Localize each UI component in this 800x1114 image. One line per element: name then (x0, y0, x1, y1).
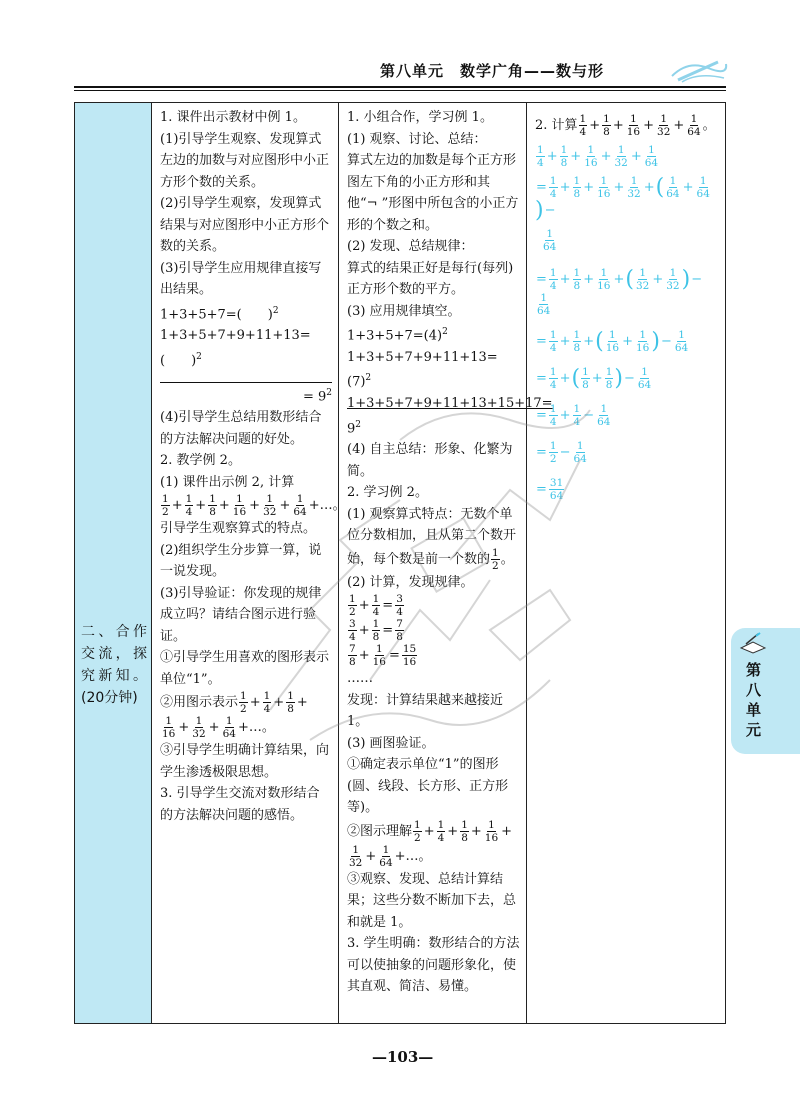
header-rule (74, 86, 726, 88)
text-line: 1. 课件出示教材中例 1。 (160, 110, 306, 125)
text-line: …… (347, 671, 373, 687)
text-line: 2. 教学例 2。 (160, 453, 241, 469)
text-line: 引导学生观察算式的特点。 (160, 521, 317, 537)
series-expression: ②用图示表示 $\frac{1}{2}$ + $\frac{1}{4}$ + $\frac{1}{8}$ + (160, 690, 308, 716)
pen-decoration-icon (668, 54, 728, 84)
text-line: (4)引导学生总结用数形结合的方法解决问题的好处。 (160, 410, 322, 447)
text-line: 发现：计算结果越来越接近 1。 (347, 692, 504, 730)
text-line: 1. 小组合作，学习例 1。 (347, 110, 493, 125)
text-line: ①引导学生用喜欢的图形表示单位“1”。 (160, 650, 330, 687)
header-rule-thin (74, 90, 726, 91)
text-line: (1) 观察、讨论、总结： (347, 131, 487, 147)
equation-line: 1+3+5+7=( )$^2$ (160, 305, 279, 322)
text-line: 3. 学生明确：数形结合的方法可以使抽象的问题形象化，使其直观、简洁、易懂。 (347, 936, 520, 995)
board-work (527, 103, 725, 502)
text-line: 算式左边的加数是每个正方形图左下角的小正方形和其他“¬ ”形图中所包含的小正方形的个数之和。 (347, 153, 519, 233)
text-line: (3) 画图验证。 (347, 735, 435, 751)
lesson-table (74, 102, 726, 1024)
text-line: (3)引导验证：你发现的规律成立吗？请结合图示进行验证。 (160, 585, 322, 644)
text-line: (4) 自主总结：形象、化繁为简。 (347, 442, 513, 479)
equation-line: $1+3+5+7+9+11+13=(7)^2$ (347, 349, 498, 390)
teacher-column (152, 103, 346, 1023)
text-line: ③观察、发现、总结计算结果；这些分数不断加下去，总和就是 1。 (347, 871, 517, 930)
text-line: 3. 引导学生交流对数形结合的方法解决问题的感悟。 (160, 786, 320, 823)
step-equation: $\frac{1}{2}$ + $\frac{1}{4}$ = $\frac{3}{4}$ (349, 593, 403, 619)
equation-line: $1+3+5+7=(4)^2$ (347, 327, 448, 344)
step-equation: $\frac{7}{8}$ + $\frac{1}{16}$ = $\frac{15}{16}$ (349, 643, 417, 669)
stage-column (75, 103, 152, 1023)
equation-line: $9^2$ (347, 419, 362, 436)
text-line: ③引导学生明确计算结果，向学生渗透极限思想。 (160, 743, 330, 780)
board-step: = $\frac{1}{4}$ + ( $\frac{1}{8}$ + $\frac{1}{8}$ ) − $\frac{1}{64}$ (536, 365, 652, 391)
board-step: = $\frac{1}{4}$ + $\frac{1}{8}$ + $\frac{1}{16}$ + ( $\frac{1}{32}$ + $\frac{1}{32}$ ) − $\frac{1}{64}$ (536, 266, 703, 317)
text-line: (2) 发现、总结规律： (347, 239, 474, 254)
equation-line: 1+3+5+7+9+11+13=( )$^2$ (160, 328, 311, 369)
board-step: = $\frac{1}{2}$ − $\frac{1}{64}$ (536, 440, 587, 465)
board-step: = $\frac{1}{4}$ + $\frac{1}{8}$ + ( $\frac{1}{16}$ + $\frac{1}{16}$ ) − $\frac{1}{64}$ (536, 328, 689, 354)
book-pen-icon (738, 632, 768, 654)
board-column (527, 103, 725, 1023)
text-line: (1) 课件出示例 2, 计算 (160, 474, 295, 490)
text-line: (1) 观察算式特点：无数个单位分数相加，且从第二个数开始，每个数是前一个数的 $\frac{1}{2}$ 。 (347, 506, 517, 572)
header-title: 第八单元 数学广角——数与形 (380, 62, 605, 80)
board-step: = $\frac{1}{4}$ + $\frac{1}{4}$ − $\frac{1}{64}$ (536, 403, 611, 428)
series-expression: $\frac{1}{16}$ + $\frac{1}{32}$ + $\frac{1}{64}$ +…。 (162, 715, 275, 741)
stage-label: 二、合作交流，探究新知。(20分钟) (81, 624, 147, 706)
board-step: $\frac{1}{64}$ (543, 228, 557, 253)
equation-line: 1+3+5+7+9+11+13+15+17= (347, 396, 553, 412)
text-line: 算式的结果正好是每行(每列)正方形个数的平方。 (347, 260, 514, 297)
step-equation: $\frac{3}{4}$ + $\frac{1}{8}$ = $\frac{7}{8}$ (349, 618, 403, 644)
text-line: 2. 学习例 2。 (347, 485, 428, 501)
teacher-activities (152, 103, 346, 826)
series-expression: $\frac{1}{32}$ + $\frac{1}{64}$ +…。 (349, 843, 432, 869)
board-step: = $\frac{31}{64}$ (536, 477, 564, 502)
side-tab-label: 第八单元 (746, 661, 762, 739)
text-line: (2) 计算，发现规律。 (347, 574, 474, 590)
text-line: (3) 应用规律填空。 (347, 303, 461, 319)
text-line: (1)引导学生观察、发现算式左边的加数与对应图形中小正方形个数的关系。 (160, 131, 330, 190)
text-line: (2)引导学生观察，发现算式结果与对应图形中小正方形个数的关系。 (160, 196, 330, 254)
page-number: —103— (372, 1048, 434, 1066)
series-expression: $\frac{1}{2}$ + $\frac{1}{4}$ + $\frac{1}{8}$ + $\frac{1}{16}$ + $\frac{1}{32}$ + $\frac{1}{64}$ +…。 (162, 493, 346, 519)
board-step: = $\frac{1}{4}$ + $\frac{1}{8}$ + $\frac{1}{16}$ + $\frac{1}{32}$ + ( $\frac{1}{64}$ + $\frac{1}{64}$ ) − (535, 174, 710, 223)
equation-line: = $9^2$ (160, 382, 332, 408)
text-line: ①确定表示单位“1”的图形(圆、线段、长方形、正方形等)。 (347, 757, 509, 816)
text-line: (2)组织学生分步算一算，说一说发现。 (160, 542, 322, 580)
text-line: (3)引导学生应用规律直接写出结果。 (160, 260, 322, 297)
board-step: $\frac{1}{4}$ + $\frac{1}{8}$ + $\frac{1}{16}$ + $\frac{1}{32}$ + $\frac{1}{64}$ (537, 144, 659, 169)
board-intro: 2. 计算 $\frac{1}{4}$ + $\frac{1}{8}$ + $\frac{1}{16}$ + $\frac{1}{32}$ + $\frac{1}{64}$ 。 (535, 113, 716, 138)
series-expression: ②图示理解 $\frac{1}{2}$ + $\frac{1}{4}$ + $\frac{1}{8}$ + $\frac{1}{16}$ + (347, 818, 513, 844)
